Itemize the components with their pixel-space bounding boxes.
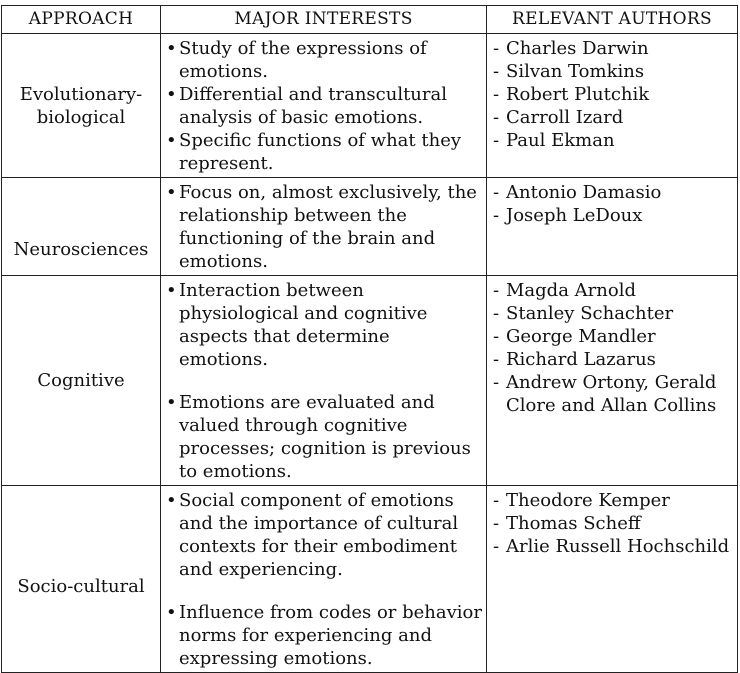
authors-cell (487, 178, 738, 276)
author-item: - Arlie Russell Hochschild (492, 535, 735, 558)
approach-cell (2, 34, 161, 178)
author-item: - Magda Arnold (492, 279, 735, 302)
table-row (2, 178, 738, 276)
authors-cell (487, 486, 738, 673)
emotion-approaches-table (1, 5, 738, 673)
interest-item: • Interaction between physiological and cognitive aspects that determine emotions. (165, 279, 484, 371)
interest-item: • Study of the expressions of emotions. (165, 37, 484, 83)
approach-label: Evolutionary-biological (19, 83, 143, 128)
table-row (2, 486, 738, 673)
author-item: - Charles Darwin (492, 37, 735, 60)
author-item: - Silvan Tomkins (492, 60, 735, 83)
approach-cell (2, 276, 161, 486)
approach-label: Cognitive (37, 370, 125, 391)
author-item: - Richard Lazarus (492, 348, 735, 371)
approach-cell (2, 486, 161, 673)
author-item: - Thomas Scheff (492, 512, 735, 535)
interest-item: • Emotions are evaluated and valued through cognitive processes; cognition is previous to emotions. (165, 391, 484, 483)
header-major-interests: MAJOR INTERESTS (161, 6, 487, 34)
author-item: - Stanley Schachter (492, 302, 735, 325)
header-approach: APPROACH (2, 6, 161, 34)
author-item: - Carroll Izard (492, 106, 735, 129)
interests-cell (161, 34, 487, 178)
authors-cell (487, 34, 738, 178)
interest-item: • Specific functions of what they represent. (165, 129, 484, 175)
author-item: - Antonio Damasio (492, 181, 735, 204)
approach-cell (2, 178, 161, 276)
interest-item: • Focus on, almost exclusively, the relationship between the functioning of the brain and emotions. (165, 181, 484, 273)
author-item: - Andrew Ortony, Gerald Clore and Allan Collins (492, 371, 735, 417)
interests-cell (161, 276, 487, 486)
table-row (2, 34, 738, 178)
author-item: - Robert Plutchik (492, 83, 735, 106)
author-item: - George Mandler (492, 325, 735, 348)
author-item: - Paul Ekman (492, 129, 735, 152)
approach-label: Socio-cultural (17, 576, 145, 597)
author-item: - Joseph LeDoux (492, 204, 735, 227)
approach-label: Neurosciences (13, 239, 149, 260)
table-row (2, 276, 738, 486)
header-relevant-authors: RELEVANT AUTHORS (487, 6, 738, 34)
interest-item: • Social component of emotions and the importance of cultural contexts for their embodiment and experiencing. (165, 489, 484, 581)
author-item: - Theodore Kemper (492, 489, 735, 512)
interest-item: • Differential and transcultural analysis of basic emotions. (165, 83, 484, 129)
interests-cell (161, 178, 487, 276)
header-row (2, 6, 738, 34)
interest-item: • Influence from codes or behavior norms for experiencing and expressing emotions. (165, 601, 484, 670)
interests-cell (161, 486, 487, 673)
authors-cell (487, 276, 738, 486)
